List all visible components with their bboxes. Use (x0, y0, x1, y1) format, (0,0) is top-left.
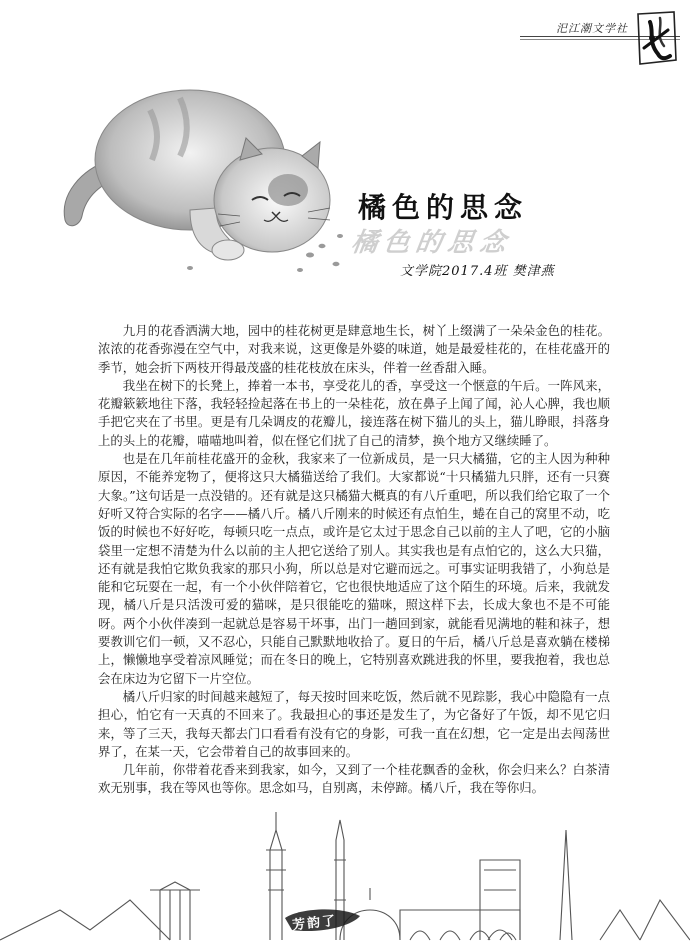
paragraph: 我坐在树下的长凳上，捧着一本书，享受花儿的香，享受这一个惬意的午后。一阵风来，花瓣簌簌地往下落，我轻轻捡起落在书上的一朵桂花，放在鼻子上闻了闻，沁人心脾，我也顺手把它夹在了书里。更是有几朵调皮的花瓣儿，接连落在树下猫儿的头上，猫儿睁眼，抖落身上的头上的花瓣，喵喵地叫着，似在怪它们扰了自己的清梦，换个地方又继续睡了。 (98, 377, 610, 448)
brush-ink-logo-icon (630, 8, 680, 68)
paragraph: 也是在几年前桂花盛开的金秋，我家来了一位新成员，是一只大橘猫，它的主人因为种种原因，不能养宠物了，便将这只大橘猫送给了我们。大家都说“十只橘猫九只胖，还有一只赛大象。”这句话是一点没错的。还有就是这只橘猫大概真的有八斤重吧，所以我们给它取了一个好听又符合实际的名字——橘八斤。橘八斤刚来的时候还有点怕生，蜷在自己的窝里不动，吃饭的时候也不好好吃，每顿只吃一点点，或许是它太过于思念自己以前的主人了吧，它的小脑袋里一定想不清楚为什么以前的主人把它送给了别人。其实我也是有点怕它的，这么大只猫，还有就是我怕它欺负我家的那只小狗，所以总是对它避而远之。可事实证明我错了，小狗总是能和它玩耍在一起，有一个小伙伴陪着它，它也很快地适应了这个陌生的环境。后来，我就发现，橘八斤是只活泼可爱的猫咪，是只很能吃的猫咪，照这样下去，长成大象也不是不可能呀。两个小伙伴凑到一起就总是容易干坏事，出门一趟回到家，就能看见满地的鞋和袜子，想要教训它们一顿，又不忍心，只能自己默默地收拾了。夏日的午后，橘八斤总是喜欢躺在楼梯上，懒懒地享受着凉风睡觉；而在冬日的晚上，它特别喜欢跳进我的怀里，要我抱着，我也总会在床边为它留下一片空位。 (98, 451, 610, 686)
article-body (98, 322, 610, 798)
signature: 芳韵了 (291, 913, 338, 934)
paragraph: 几年前，你带着花香来到我家，如今，又到了一个桂花飘香的金秋，你会归来么？白茶清欢无别事，我在等风也等你。思念如马，自别离，未停蹄。橘八斤，我在等你归。 (98, 762, 610, 796)
article-title-shadow: 橘色的思念 (349, 228, 514, 258)
article-title: 橘色的思念 (358, 191, 529, 224)
paragraph: 橘八斤归家的时间越来越短了，每天按时回来吃饭，然后就不见踪影，我心中隐隐有一点担心，怕它有一天真的不回来了。我最担心的事还是发生了，为它备好了午饭，却不见它归来，等了三天，我每天都去门口看看有没有它的身影，可我一直在幻想，它一定是出去闯荡世界了，在某一天，它会带着自己的故事回来的。 (98, 688, 610, 759)
cat-illustration (40, 50, 360, 280)
masthead-text: 汜江潮文学社 (556, 22, 628, 35)
byline: 文学院2017.4班 樊津燕 (400, 264, 555, 279)
city-skyline-illustration (0, 790, 690, 941)
paragraph: 九月的花香洒满大地，园中的桂花树更是肆意地生长，树丫上缀满了一朵朵金色的桂花。浓浓的花香弥漫在空气中，对我来说，这更像是外婆的味道，她是最爱桂花的，在桂花盛开的季节，她会折下两枝开得最茂盛的桂花枝放在床头，伴着一丝香甜入睡。 (98, 323, 610, 375)
masthead (520, 8, 680, 78)
